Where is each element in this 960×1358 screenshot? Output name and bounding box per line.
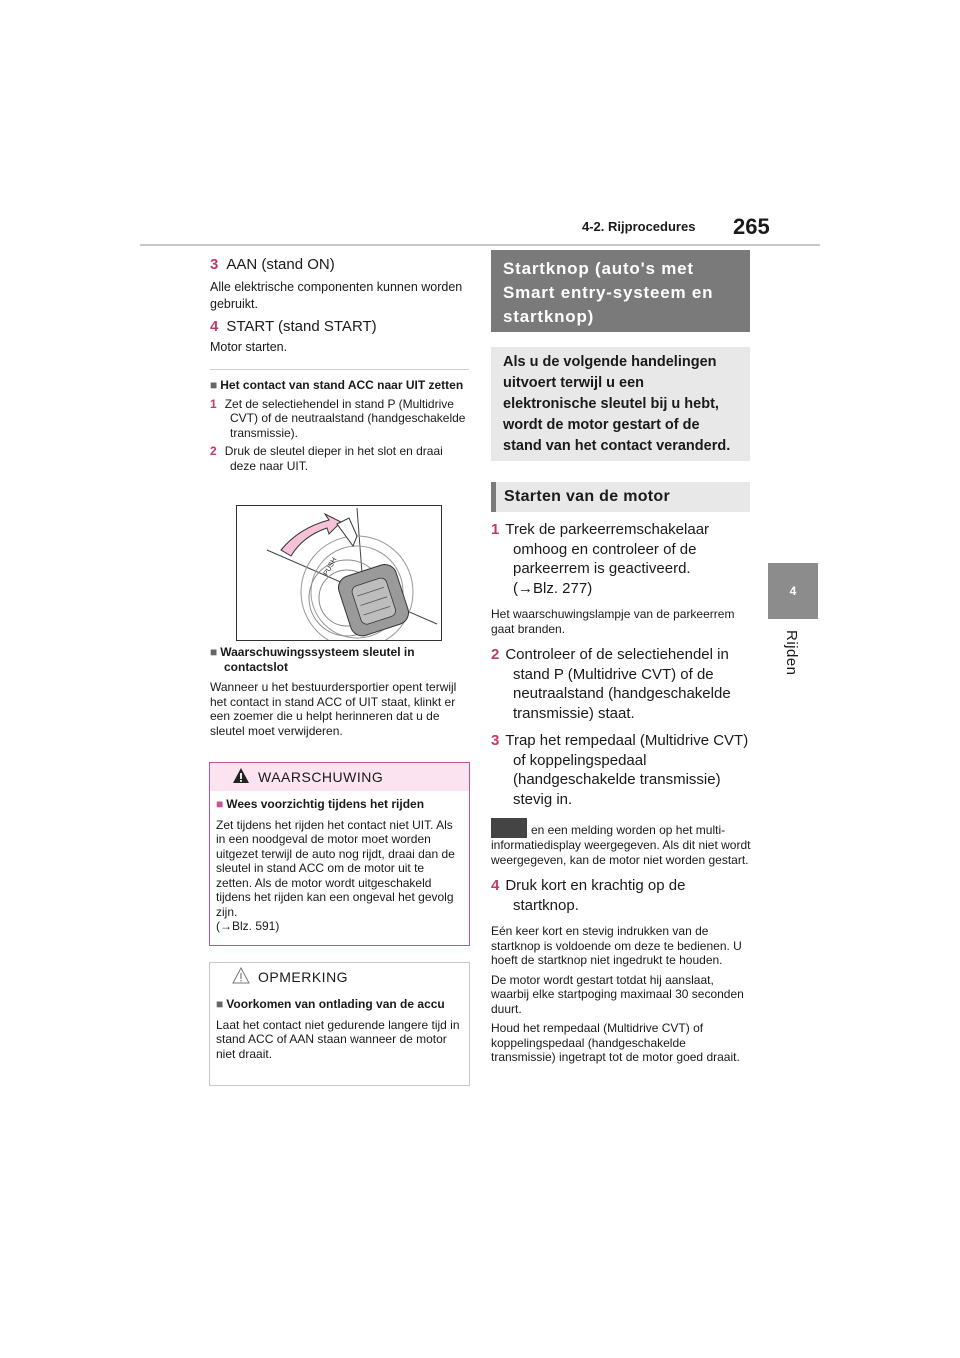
- list-item: 3 Trap het rempedaal (Multidrive CVT) of koppelingspedaal (handgeschakelde transmissie) stevig in.: [491, 732, 749, 808]
- section-heading: Waarschuwingssysteem sleutel in contactslot: [220, 645, 415, 674]
- list-item: 4 Druk kort en krachtig op de startknop.: [491, 877, 686, 914]
- list-item: 2 Controleer of de selectiehendel in stand P (Multidrive CVT) of de neutraalstand (handgeschakelde transmissie) staat.: [491, 646, 731, 722]
- paragraph: De motor wordt gestart totdat hij aanslaat, waarbij elke startpoging maximaal 30 seconden duurt.: [491, 972, 744, 1016]
- step-note: en een melding worden op het multi-informatiedisplay weergegeven. Als dit niet wordt weergegeven, kan de motor niet worden gestart.: [491, 818, 751, 867]
- step-number: 3: [210, 256, 219, 273]
- paragraph: Houd het rempedaal (Multidrive CVT) of koppelingspedaal (handgeschakelde transmissie) ingetrapt tot de motor goed draait.: [491, 1021, 740, 1064]
- step-title: AAN (stand ON): [226, 256, 335, 273]
- step-number: 4: [210, 318, 219, 335]
- acc-to-off-section: [210, 378, 470, 473]
- warning-box: [209, 762, 470, 946]
- square-bullet-icon: ■: [216, 997, 224, 1011]
- push-label: PUSH: [322, 556, 339, 577]
- section-title-bar: [491, 250, 750, 332]
- note-title: OPMERKING: [258, 969, 349, 985]
- warning-triangle-icon: [232, 767, 250, 785]
- step-note: Het waarschuwingslampje van de parkeerrem gaat branden.: [491, 607, 735, 636]
- step-3: [210, 256, 470, 313]
- note-box: [209, 962, 470, 1086]
- note-heading: Voorkomen van ontlading van de accu: [226, 997, 445, 1011]
- square-bullet-icon: ■: [210, 645, 218, 659]
- intro-text: Als u de volgende handelingen uitvoert terwijl u een elektronische sleutel bij u hebt, wordt de motor gestart of de stand van het contact veranderd.: [503, 354, 731, 454]
- caution-triangle-icon: [232, 967, 250, 985]
- step-4: [210, 318, 470, 355]
- ignition-key-icon: [237, 506, 441, 640]
- ignition-illustration: [236, 505, 442, 641]
- list-item: 1 Trek de parkeerremschakelaar omhoog en controleer of de parkeerrem is geactiveerd.: [491, 521, 710, 577]
- square-bullet-icon: ■: [216, 797, 224, 811]
- paragraph: Eén keer kort en stevig indrukken van de startknop is voldoende om deze te bedienen. U hoeft de startknop niet ingedrukt te houden.: [491, 924, 742, 967]
- section-title: Startknop (auto's met Smart entry-systeem en startknop): [503, 259, 714, 326]
- subsection-title: Starten van de motor: [504, 488, 671, 505]
- page-reference: (→Blz. 277): [513, 579, 593, 597]
- paragraph: Wanneer u het bestuurdersportier opent terwijl het contact in stand ACC of UIT staat, klinkt er een zoemer die u helpt herinneren dat u de sleutel moet verwijderen.: [210, 680, 457, 738]
- step-description: Alle elektrische componenten kunnen worden gebruikt.: [210, 280, 463, 311]
- display-indicator-icon: [491, 818, 527, 838]
- chapter-label: Rijden: [783, 630, 800, 676]
- page-reference: (→Blz. 591): [216, 919, 280, 933]
- warning-title: WAARSCHUWING: [258, 769, 384, 785]
- page-number: 265: [733, 214, 770, 239]
- section-header: 4-2. Rijprocedures: [582, 219, 696, 234]
- intro-box: [491, 347, 750, 461]
- warning-heading: Wees voorzichtig tijdens het rijden: [226, 797, 425, 811]
- chapter-tab: 4: [768, 563, 818, 619]
- step-title: START (stand START): [226, 318, 377, 335]
- start-steps: [491, 520, 751, 1065]
- list-item: 2 Druk de sleutel dieper in het slot en draai deze naar UIT.: [210, 444, 443, 473]
- warning-text: Zet tijdens het rijden het contact niet UIT. Als in een noodgeval de motor moet worden uitgezet terwijl de auto nog rijdt, draai dan de sleutel in stand ACC om de motor uit te zetten. Als de motor wordt uitgeschakeld tijdens het rijden kan een ongeval het gevolg zijn.: [216, 817, 455, 919]
- note-text: Laat het contact niet gedurende langere tijd in stand ACC of AAN staan wanneer de motor niet draait.: [216, 1017, 460, 1061]
- square-bullet-icon: ■: [210, 378, 218, 392]
- list-item: 1 Zet de selectiehendel in stand P (Multidrive CVT) of de neutraalstand (handgeschakelde transmissie).: [210, 396, 466, 440]
- header-divider: [140, 244, 820, 246]
- key-warning-system-section: [210, 645, 470, 738]
- divider: [210, 369, 469, 370]
- subsection-bar: [491, 482, 750, 512]
- step-description: Motor starten.: [210, 340, 288, 354]
- section-heading: Het contact van stand ACC naar UIT zetten: [220, 378, 464, 392]
